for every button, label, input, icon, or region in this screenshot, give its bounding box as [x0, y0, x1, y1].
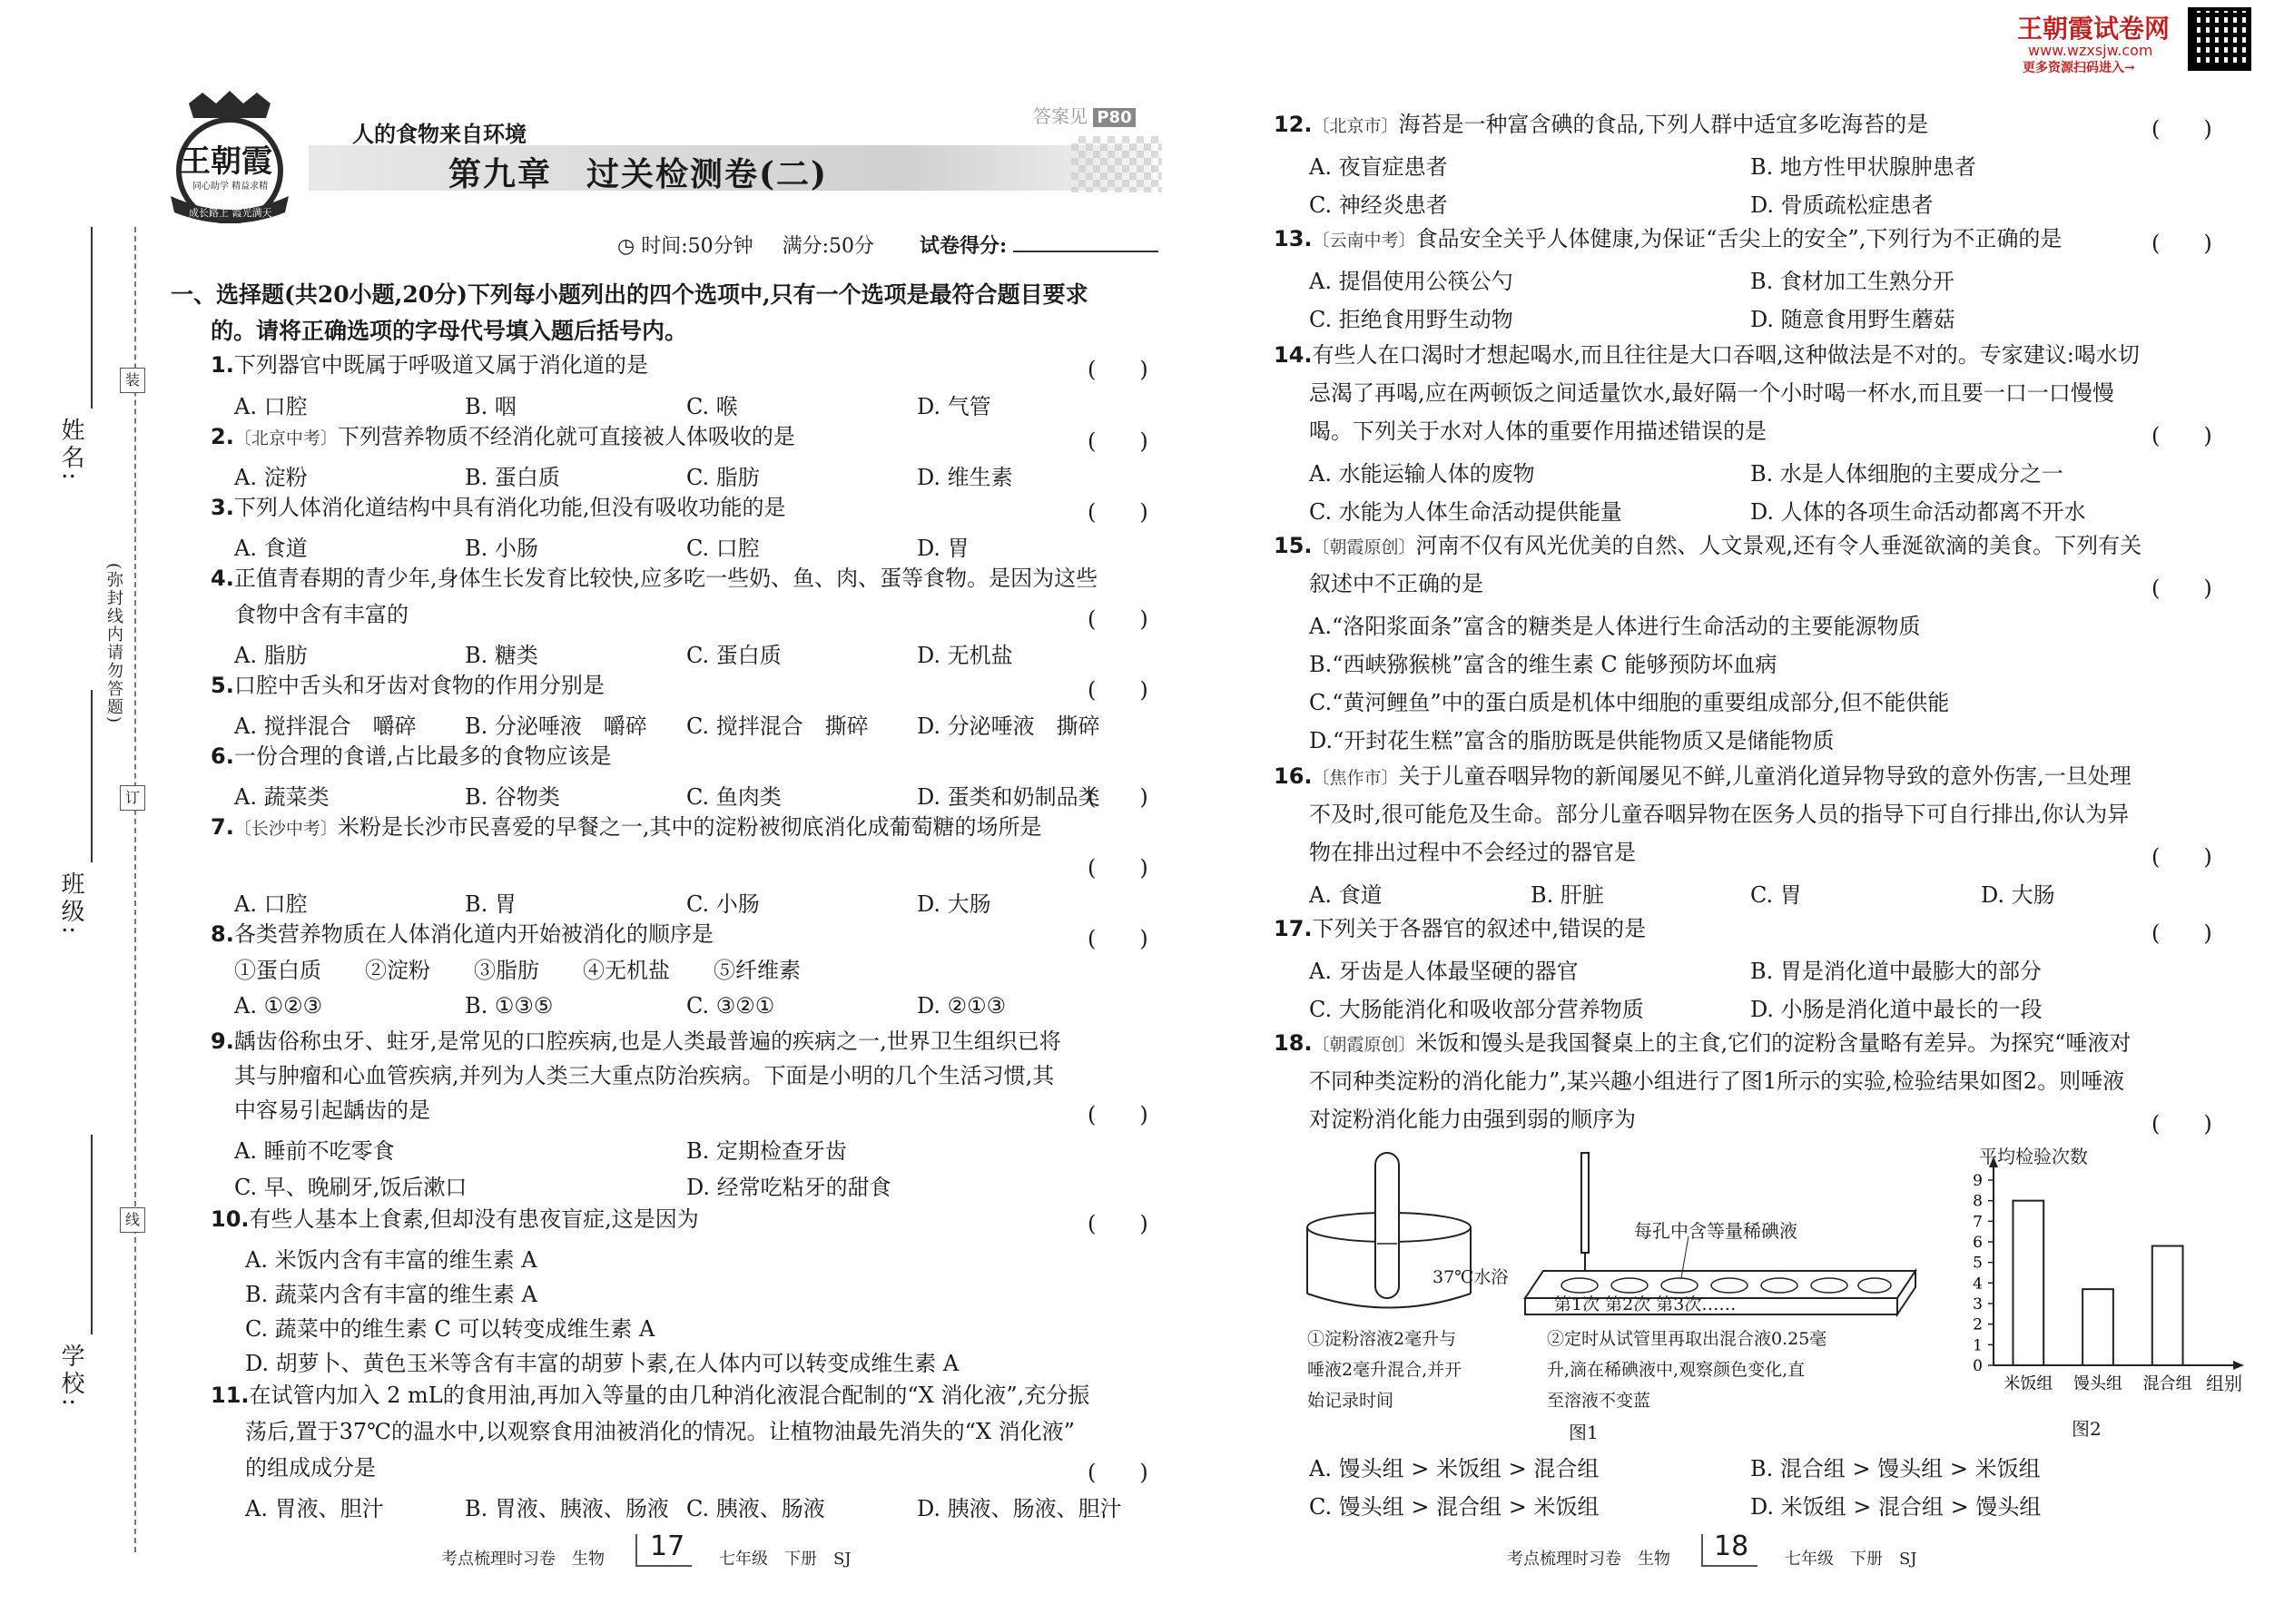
option-4c[interactable]: C. 蛋白质	[686, 643, 782, 668]
answer-blank-9[interactable]: ( )	[1088, 1102, 1148, 1127]
q-number: 3.	[211, 495, 234, 520]
y-tick-label: 2	[1973, 1315, 1983, 1334]
step2-line1: ②定时从试管里再取出混合液0.25毫	[1547, 1329, 1827, 1349]
binding-line	[134, 227, 136, 1552]
option-13d[interactable]: D. 随意食用野生蘑菇	[1750, 307, 1955, 332]
answer-blank-6[interactable]: ( )	[1088, 784, 1148, 810]
option-11a[interactable]: A. 胃液、胆汁	[245, 1496, 384, 1521]
page-number-right: 18	[1714, 1530, 1749, 1562]
seal-mark-2: 订	[120, 785, 145, 811]
seal-notice: (弥封线内请勿答题)	[102, 563, 125, 724]
q-number: 8.	[211, 921, 234, 947]
option-17c[interactable]: C. 大肠能消化和吸收部分营养物质	[1309, 997, 1644, 1022]
class-label: 班级:	[57, 871, 84, 938]
q-source: 〔北京市〕	[1312, 116, 1399, 136]
q-text: 有些人基本上食素,但却没有患夜盲症,这是因为	[249, 1206, 699, 1232]
y-tick-label: 4	[1973, 1275, 1983, 1294]
section-heading: 一、选择题(共20小题,20分)下列每小题列出的四个选项中,只有一个选项是最符合题目要求	[171, 281, 1088, 308]
option-6c[interactable]: C. 鱼肉类	[686, 784, 782, 810]
q-number: 4.	[211, 566, 234, 591]
question-14-cont: 忌渴了再喝,应在两顿饭之间适量饮水,最好隔一个小时喝一杯水,而且要一口一口慢慢	[1309, 380, 2114, 406]
option-17d[interactable]: D. 小肠是消化道中最长的一段	[1750, 997, 2043, 1022]
option-3b[interactable]: B. 小肠	[465, 536, 538, 561]
option-11d[interactable]: D. 胰液、肠液、胆汁	[917, 1496, 1122, 1521]
figure-1-times-label: 第1次 第2次 第3次……	[1554, 1294, 1737, 1314]
section-heading-2: 的。请将正确选项的字母代号填入题后括号内。	[211, 318, 688, 344]
option-1c[interactable]: C. 喉	[686, 394, 738, 419]
option-15a[interactable]: A.“洛阳浆面条”富含的糖类是人体进行生命活动的主要能源物质	[1309, 614, 1921, 639]
unit-title: 人的食物来自环境	[352, 121, 527, 147]
option-9a[interactable]: A. 睡前不吃零食	[234, 1138, 395, 1164]
option-3c[interactable]: C. 口腔	[686, 536, 760, 561]
figure-1-step1	[1307, 1324, 1462, 1416]
step1-line3: 始记录时间	[1307, 1391, 1394, 1411]
q-text: 一份合理的食谱,占比最多的食物应该是	[233, 743, 612, 769]
footer-left-grade: 七年级 下册 SJ	[719, 1550, 852, 1569]
option-1d[interactable]: D. 气管	[917, 394, 991, 419]
question-9-cont2: 中容易引起龋齿的是	[234, 1097, 430, 1123]
q-text: 在试管内加入 2 mL的食用油,再加入等量的由几种消化液混合配制的“X 消化液”,充分振	[249, 1383, 1090, 1408]
q-number: 2.	[211, 424, 234, 449]
figure-1-drops-label: 每孔中含等量稀碘液	[1634, 1220, 1797, 1242]
question-13	[1274, 225, 2062, 254]
q-text: 河南不仅有风光优美的自然、人文景观,还有令人垂涎欲滴的美食。下列有关	[1415, 533, 2142, 558]
q-number: 18.	[1274, 1030, 1313, 1056]
q-source: 〔云南中考〕	[1312, 231, 1416, 251]
question-11	[211, 1382, 1089, 1409]
q-number: 11.	[211, 1383, 250, 1408]
answer-blank-17[interactable]: ( )	[2151, 920, 2212, 946]
question-7	[211, 813, 1041, 842]
y-tick-label: 6	[1973, 1234, 1983, 1252]
option-9c[interactable]: C. 早、晚刷牙,饭后漱口	[234, 1175, 468, 1200]
option-18c[interactable]: C. 馒头组 > 混合组 > 米饭组	[1309, 1494, 1600, 1520]
q-text: 米粉是长沙市民喜爱的早餐之一,其中的淀粉被彻底消化成葡萄糖的场所是	[337, 814, 1042, 840]
q-number: 13.	[1274, 226, 1313, 251]
option-8a[interactable]: A. ①②③	[234, 993, 323, 1019]
question-18-cont: 不同种类淀粉的消化能力”,某兴趣小组进行了图1所示的实验,检验结果如图2。则唾液	[1309, 1068, 2125, 1094]
option-13b[interactable]: B. 食材加工生熟分开	[1750, 269, 1954, 294]
time-limit: 时间:50分钟	[641, 235, 753, 258]
option-8c[interactable]: C. ③②①	[686, 993, 775, 1019]
figure-1-bath-label: 37℃水浴	[1433, 1267, 1509, 1287]
page-title: 第九章 过关检测卷(二)	[448, 155, 829, 193]
bar	[2082, 1289, 2113, 1365]
question-5	[211, 672, 605, 699]
school-label: 学校:	[57, 1343, 84, 1410]
option-13a[interactable]: A. 提倡使用公筷公勺	[1309, 269, 1513, 294]
option-16b[interactable]: B. 肝脏	[1531, 882, 1604, 908]
q-text: 下列营养物质不经消化就可直接被人体吸收的是	[337, 424, 795, 449]
q-source: 〔朝霞原创〕	[1312, 1035, 1416, 1055]
option-14a[interactable]: A. 水能运输人体的废物	[1309, 461, 1535, 487]
question-14	[1274, 341, 2140, 369]
option-18a[interactable]: A. 馒头组 > 米饭组 > 混合组	[1309, 1456, 1600, 1481]
question-15-cont: 叙述中不正确的是	[1309, 571, 1483, 596]
figure-2-label: 图2	[2072, 1418, 2102, 1440]
answer-blank-2[interactable]: ( )	[1088, 428, 1148, 454]
question-12	[1274, 111, 1928, 140]
question-16	[1274, 763, 2132, 792]
x-tick-label: 米饭组	[2004, 1374, 2053, 1393]
name-blank[interactable]	[91, 227, 93, 408]
option-10c[interactable]: C. 蔬菜中的维生素 C 可以转变成维生素 A	[245, 1316, 655, 1342]
logo-small: 同心助学 精益求精	[192, 182, 269, 192]
q-number: 1.	[211, 352, 234, 378]
clock-icon: ◷	[617, 235, 635, 258]
option-4a[interactable]: A. 脂肪	[234, 643, 308, 668]
question-4	[211, 565, 1098, 592]
question-9	[211, 1028, 1061, 1055]
q-text: 有些人在口渴时才想起喝水,而且往往是大口吞咽,这种做法是不对的。专家建议:喝水切	[1312, 342, 2140, 368]
option-2b[interactable]: B. 蛋白质	[465, 465, 560, 490]
question-14-cont2: 喝。下列关于水对人体的重要作用描述错误的是	[1309, 418, 1767, 444]
answer-page-badge[interactable]: P80	[1093, 108, 1135, 127]
site-name: 王朝霞试卷网	[2017, 14, 2171, 44]
chart-ylabel: 平均检验次数	[1979, 1146, 2088, 1167]
q-number: 15.	[1274, 533, 1313, 558]
question-16-cont: 不及时,很可能危及生命。部分儿童吞咽异物在医务人员的指导下可自行排出,你认为异	[1309, 802, 2130, 827]
q-text: 口腔中舌头和牙齿对食物的作用分别是	[233, 673, 605, 698]
option-7c[interactable]: C. 小肠	[686, 891, 760, 917]
q-number: 12.	[1274, 112, 1313, 137]
question-8	[211, 920, 714, 948]
option-1a[interactable]: A. 口腔	[234, 394, 308, 419]
question-18-cont2: 对淀粉消化能力由强到弱的顺序为	[1309, 1107, 1636, 1132]
full-score: 满分:50分	[782, 235, 875, 258]
option-6a[interactable]: A. 蔬菜类	[234, 784, 330, 810]
x-tick-label: 馒头组	[2073, 1374, 2122, 1393]
header-checker	[1071, 136, 1162, 192]
option-18d[interactable]: D. 米饭组 > 混合组 > 馒头组	[1750, 1494, 2042, 1520]
answer-blank-10[interactable]: ( )	[1088, 1211, 1148, 1236]
option-12c[interactable]: C. 神经炎患者	[1309, 192, 1448, 218]
q-text: 海苔是一种富含碘的食品,下列人群中适宜多吃海苔的是	[1398, 112, 1929, 137]
page-number-left: 17	[650, 1530, 685, 1562]
option-3d[interactable]: D. 胃	[917, 536, 970, 561]
figure-1-label: 图1	[1569, 1422, 1599, 1443]
option-12a[interactable]: A. 夜盲症患者	[1309, 154, 1448, 180]
seal-mark-3: 线	[120, 1207, 145, 1233]
option-12b[interactable]: B. 地方性甲状腺肿患者	[1750, 154, 1976, 180]
option-14c[interactable]: C. 水能为人体生命活动提供能量	[1309, 499, 1622, 525]
option-18b[interactable]: B. 混合组 > 馒头组 > 米饭组	[1750, 1456, 2041, 1481]
option-2c[interactable]: C. 脂肪	[686, 465, 760, 490]
y-tick-label: 9	[1973, 1172, 1983, 1190]
logo-text: 王朝霞	[180, 143, 272, 180]
option-4b[interactable]: B. 糖类	[465, 643, 538, 668]
question-8-items: ①蛋白质 ②淀粉 ③脂肪 ④无机盐 ⑤纤维素	[234, 958, 801, 983]
chart-xlabel: 组别	[2206, 1373, 2242, 1394]
logo-slogan: 成长路上 霞光满天	[189, 207, 272, 219]
option-5b[interactable]: B. 分泌唾液 嚼碎	[465, 714, 647, 739]
option-10a[interactable]: A. 米饭内含有丰富的维生素 A	[245, 1247, 537, 1273]
x-tick-label: 混合组	[2142, 1374, 2192, 1393]
site-more: 更多资源扫码进入→	[2023, 61, 2135, 75]
answer-blank-11[interactable]: ( )	[1088, 1460, 1148, 1485]
option-5c[interactable]: C. 搅拌混合 撕碎	[686, 714, 869, 739]
q-text: 食品安全关乎人体健康,为保证“舌尖上的安全”,下列行为不正确的是	[1415, 226, 2063, 251]
question-1	[211, 351, 648, 379]
bar	[2152, 1246, 2183, 1365]
option-3a[interactable]: A. 食道	[234, 536, 308, 561]
option-6d[interactable]: D. 蛋类和奶制品类	[917, 784, 1100, 810]
figure-1-step2	[1547, 1324, 1826, 1416]
option-9d[interactable]: D. 经常吃粘牙的甜食	[686, 1175, 891, 1200]
q-number: 10.	[211, 1206, 250, 1232]
answer-blank-18[interactable]: ( )	[2151, 1111, 2212, 1137]
answer-blank-14[interactable]: ( )	[2151, 423, 2212, 448]
answer-blank-4[interactable]: ( )	[1088, 606, 1148, 632]
step1-line2: 唾液2毫升混合,并开	[1307, 1360, 1462, 1380]
q-text: 下列器官中既属于呼吸道又属于消化道的是	[233, 352, 648, 378]
q-number: 6.	[211, 743, 234, 769]
question-17	[1274, 915, 1646, 942]
option-16a[interactable]: A. 食道	[1309, 882, 1383, 908]
q-text: 下列人体消化道结构中具有消化功能,但没有吸收功能的是	[233, 495, 786, 520]
bar-chart	[1943, 1135, 2251, 1434]
answer-blank-16[interactable]: ( )	[2151, 844, 2212, 870]
answer-ref	[1033, 102, 1136, 128]
footer-left-book: 考点梳理时习卷 生物	[441, 1550, 605, 1569]
option-4d[interactable]: D. 无机盐	[917, 643, 1013, 668]
question-11-cont2: 的组成成分是	[245, 1455, 376, 1481]
answer-blank-8[interactable]: ( )	[1088, 926, 1148, 951]
y-tick-label: 1	[1973, 1336, 1983, 1355]
school-blank[interactable]	[91, 1135, 93, 1334]
option-15c[interactable]: C.“黄河鲤鱼”中的蛋白质是机体中细胞的重要组成部分,但不能供能	[1309, 690, 1950, 715]
class-blank[interactable]	[91, 690, 93, 862]
question-16-cont2: 物在排出过程中不会经过的器官是	[1309, 840, 1636, 865]
answer-blank-13[interactable]: ( )	[2151, 231, 2212, 256]
option-10b[interactable]: B. 蔬菜内含有丰富的维生素 A	[245, 1282, 537, 1307]
exam-meta	[617, 231, 1158, 259]
seal-mark-1: 装	[120, 368, 145, 393]
bar-chart-svg	[1943, 1135, 2251, 1434]
option-2d[interactable]: D. 维生素	[917, 465, 1013, 490]
answer-ref-label: 答案见	[1033, 105, 1088, 127]
qr-code-icon[interactable]	[2188, 7, 2251, 71]
question-9-cont: 其与肿瘤和心血管疾病,并列为人类三大重点防治疾病。下面是小明的几个生活习惯,其	[234, 1063, 1055, 1088]
site-url[interactable]: www.wzxsjw.com	[2028, 42, 2153, 59]
option-11b[interactable]: B. 胃液、胰液、肠液	[465, 1496, 669, 1521]
answer-blank-5[interactable]: ( )	[1088, 677, 1148, 703]
option-9b[interactable]: B. 定期检查牙齿	[686, 1138, 847, 1164]
score-label: 试卷得分:	[920, 234, 1008, 258]
footer-right-book: 考点梳理时习卷 生物	[1507, 1550, 1670, 1569]
option-8d[interactable]: D. ②①③	[917, 993, 1007, 1019]
option-15b[interactable]: B.“西峡猕猴桃”富含的维生素 C 能够预防坏血病	[1309, 652, 1777, 677]
option-17a[interactable]: A. 牙齿是人体最坚硬的器官	[1309, 959, 1579, 984]
option-5a[interactable]: A. 搅拌混合 嚼碎	[234, 714, 417, 739]
y-tick-label: 0	[1973, 1357, 1983, 1375]
option-1b[interactable]: B. 咽	[465, 394, 517, 419]
q-number: 14.	[1274, 342, 1313, 368]
question-2	[211, 423, 795, 452]
q-text: 各类营养物质在人体消化道内开始被消化的顺序是	[233, 921, 714, 947]
q-number: 16.	[1274, 763, 1313, 789]
answer-blank-12[interactable]: ( )	[2151, 116, 2212, 142]
option-12d[interactable]: D. 骨质疏松症患者	[1750, 192, 1934, 218]
option-16d[interactable]: D. 大肠	[1981, 882, 2055, 908]
option-16c[interactable]: C. 胃	[1750, 882, 1802, 908]
step1-line1: ①淀粉溶液2毫升与	[1307, 1329, 1457, 1349]
q-text: 正值青春期的青少年,身体生长发育比较快,应多吃一些奶、鱼、肉、蛋等食物。是因为这些	[233, 566, 1098, 591]
question-4-cont: 食物中含有丰富的	[234, 602, 409, 627]
answer-blank-3[interactable]: ( )	[1088, 499, 1148, 525]
option-8b[interactable]: B. ①③⑤	[465, 993, 554, 1019]
question-3	[211, 494, 785, 521]
question-10	[211, 1206, 699, 1233]
q-text: 关于儿童吞咽异物的新闻屡见不鲜,儿童消化道异物导致的意外伤害,一旦处理	[1398, 763, 2132, 789]
question-18	[1274, 1029, 2131, 1058]
q-source: 〔焦作市〕	[1312, 768, 1399, 788]
option-14b[interactable]: B. 水是人体细胞的主要成分之一	[1750, 461, 2063, 487]
option-11c[interactable]: C. 胰液、肠液	[686, 1496, 825, 1521]
footer-right-grade: 七年级 下册 SJ	[1785, 1550, 1917, 1569]
option-7a[interactable]: A. 口腔	[234, 891, 308, 917]
y-tick-label: 5	[1973, 1254, 1983, 1273]
y-tick-label: 7	[1973, 1213, 1983, 1232]
score-blank[interactable]	[1013, 251, 1158, 252]
step2-line2: 升,滴在稀碘液中,观察颜色变化,直	[1547, 1360, 1806, 1380]
q-number: 7.	[211, 814, 234, 840]
question-15	[1274, 532, 2141, 561]
y-tick-label: 3	[1973, 1295, 1983, 1314]
q-source: 〔长沙中考〕	[233, 819, 338, 839]
option-10d[interactable]: D. 胡萝卜、黄色玉米等含有丰富的胡萝卜素,在人体内可以转变成维生素 A	[245, 1351, 960, 1376]
q-text: 米饭和馒头是我国餐桌上的主食,它们的淀粉含量略有差异。为探究“唾液对	[1415, 1030, 2132, 1056]
name-label: 姓名:	[57, 418, 84, 484]
option-17b[interactable]: B. 胃是消化道中最膨大的部分	[1750, 959, 2042, 984]
q-text: 龋齿俗称虫牙、蛀牙,是常见的口腔疾病,也是人类最普遍的疾病之一,世界卫生组织已将	[233, 1029, 1061, 1054]
y-tick-label: 8	[1973, 1192, 1983, 1211]
option-7d[interactable]: D. 大肠	[917, 891, 991, 917]
q-source: 〔朝霞原创〕	[1312, 537, 1416, 557]
option-13c[interactable]: C. 拒绝食用野生动物	[1309, 307, 1513, 332]
q-number: 17.	[1274, 916, 1313, 941]
q-source: 〔北京中考〕	[233, 428, 338, 448]
q-number: 5.	[211, 673, 234, 698]
q-number: 9.	[211, 1029, 234, 1054]
option-5d[interactable]: D. 分泌唾液 撕碎	[917, 714, 1100, 739]
option-6b[interactable]: B. 谷物类	[465, 784, 560, 810]
option-14d[interactable]: D. 人体的各项生命活动都离不开水	[1750, 499, 2086, 525]
step2-line3: 至溶液不变蓝	[1547, 1391, 1651, 1411]
option-7b[interactable]: B. 胃	[465, 891, 517, 917]
answer-blank-15[interactable]: ( )	[2151, 576, 2212, 601]
question-11-cont: 荡后,置于37℃的温水中,以观察食用油被消化的情况。让植物油最先消失的“X 消化液”	[245, 1419, 1075, 1444]
q-text: 下列关于各器官的叙述中,错误的是	[1312, 916, 1647, 941]
answer-blank-1[interactable]: ( )	[1088, 357, 1148, 382]
question-6	[211, 743, 611, 770]
option-2a[interactable]: A. 淀粉	[234, 465, 308, 490]
bar	[2013, 1201, 2043, 1365]
answer-blank-7[interactable]: ( )	[1088, 855, 1148, 881]
option-15d[interactable]: D.“开封花生糕”富含的脂肪既是供能物质又是储能物质	[1309, 728, 1835, 753]
